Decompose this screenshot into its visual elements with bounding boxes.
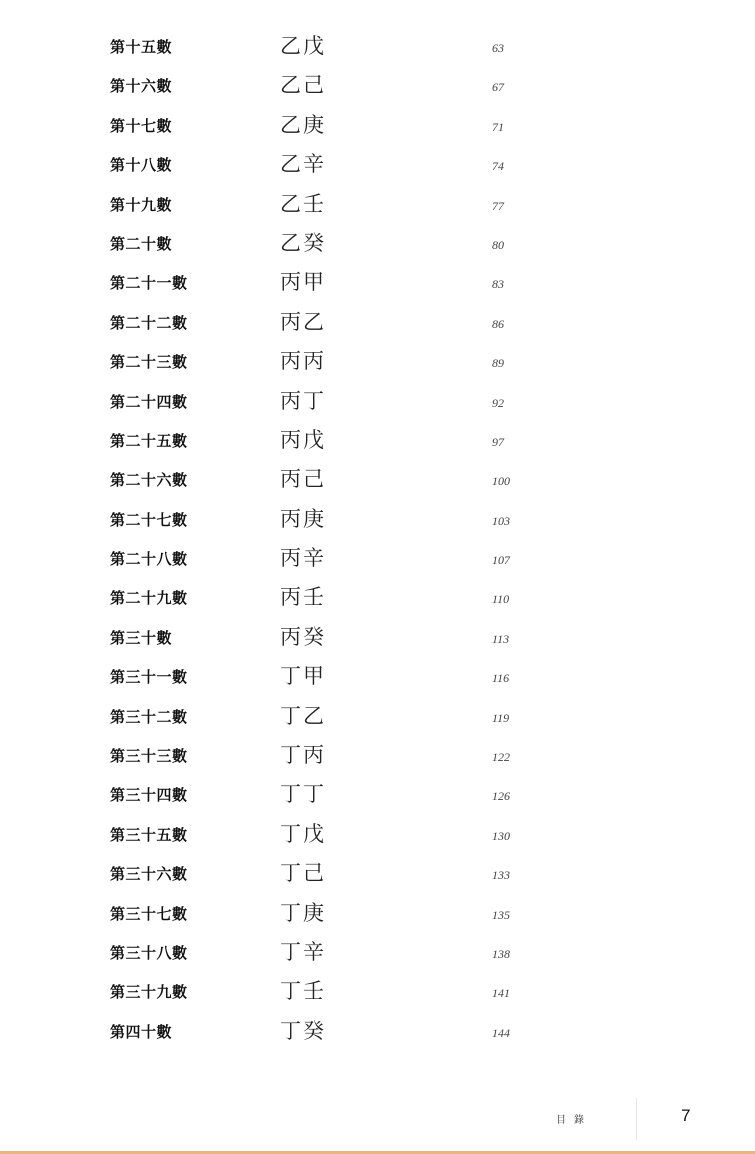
chapter-title: 第三十一數 <box>110 668 188 687</box>
stem-pair: 丁丁 <box>280 782 326 807</box>
table-of-contents <box>0 28 755 1052</box>
stem-pair: 丙甲 <box>280 270 326 295</box>
chapter-title: 第三十三數 <box>110 747 188 766</box>
stem-pair: 丙己 <box>280 467 326 492</box>
toc-entry[interactable] <box>0 540 755 579</box>
chapter-title: 第二十一數 <box>110 274 188 293</box>
chapter-title: 第十七數 <box>110 116 173 135</box>
stem-pair: 丙癸 <box>280 624 326 649</box>
page-number: 135 <box>492 907 510 922</box>
page-number: 83 <box>492 277 504 292</box>
toc-entry[interactable] <box>0 1013 755 1052</box>
toc-entry[interactable] <box>0 619 755 658</box>
page-number: 119 <box>492 710 510 725</box>
toc-entry[interactable] <box>0 816 755 855</box>
toc-entry[interactable] <box>0 776 755 815</box>
stem-pair: 丁辛 <box>280 939 326 964</box>
toc-entry[interactable] <box>0 579 755 618</box>
toc-entry[interactable] <box>0 934 755 973</box>
stem-pair: 丁癸 <box>280 1018 326 1043</box>
toc-entry[interactable] <box>0 973 755 1012</box>
chapter-title: 第三十六數 <box>110 865 188 884</box>
stem-pair: 丙壬 <box>280 585 326 610</box>
chapter-title: 第十五數 <box>110 38 173 56</box>
footer-divider <box>636 1098 637 1140</box>
page-number: 138 <box>492 946 510 961</box>
page-number: 110 <box>492 592 510 607</box>
toc-entry[interactable] <box>0 304 755 343</box>
page-number: 122 <box>492 750 510 765</box>
chapter-title: 第十六數 <box>110 77 173 96</box>
toc-entry[interactable] <box>0 67 755 106</box>
page-number: 100 <box>492 474 510 489</box>
page-number: 113 <box>492 631 510 646</box>
stem-pair: 丁丙 <box>280 743 326 768</box>
stem-pair: 丁甲 <box>280 664 326 689</box>
chapter-title: 第三十五數 <box>110 825 188 844</box>
stem-pair: 丙庚 <box>280 506 326 531</box>
stem-pair: 丙丁 <box>280 388 326 413</box>
running-footer-section: 目錄 <box>556 1115 592 1126</box>
page-number: 141 <box>492 986 510 1001</box>
chapter-title: 第三十數 <box>110 628 173 647</box>
stem-pair: 丁壬 <box>280 979 326 1004</box>
stem-pair: 乙壬 <box>280 191 326 216</box>
toc-entry[interactable] <box>0 895 755 934</box>
page-number: 133 <box>492 868 510 883</box>
chapter-title: 第二十二數 <box>110 313 188 332</box>
toc-entry[interactable] <box>0 107 755 146</box>
stem-pair: 乙己 <box>280 73 326 98</box>
toc-entry[interactable] <box>0 186 755 225</box>
page-number: 116 <box>492 671 510 686</box>
page-number: 77 <box>492 198 504 213</box>
chapter-title: 第二十七數 <box>110 510 188 529</box>
chapter-title: 第三十二數 <box>110 707 188 726</box>
page-number: 67 <box>492 80 504 95</box>
toc-entry[interactable] <box>0 658 755 697</box>
stem-pair: 丁己 <box>280 861 326 886</box>
stem-pair: 丁庚 <box>280 900 326 925</box>
stem-pair: 丙乙 <box>280 309 326 334</box>
page-number: 63 <box>492 41 504 55</box>
chapter-title: 第二十四數 <box>110 392 188 411</box>
stem-pair: 丁乙 <box>280 703 326 728</box>
chapter-title: 第二十九數 <box>110 589 188 608</box>
stem-pair: 丁戊 <box>280 821 326 846</box>
page-number: 86 <box>492 316 504 331</box>
chapter-title: 第十九數 <box>110 195 173 214</box>
stem-pair: 丙丙 <box>280 349 326 374</box>
toc-entry[interactable] <box>0 343 755 382</box>
page-number: 92 <box>492 395 504 410</box>
chapter-title: 第三十八數 <box>110 943 188 962</box>
chapter-title: 第二十六數 <box>110 471 188 490</box>
footer-page-number: 7 <box>681 1106 691 1125</box>
stem-pair: 乙辛 <box>280 152 326 177</box>
page-number: 71 <box>492 119 504 134</box>
toc-entry[interactable] <box>0 422 755 461</box>
page-number: 80 <box>492 237 504 252</box>
page-number: 130 <box>492 828 510 843</box>
toc-entry[interactable] <box>0 501 755 540</box>
page-number: 74 <box>492 159 504 174</box>
chapter-title: 第十八數 <box>110 156 173 175</box>
page-number: 144 <box>492 1025 510 1040</box>
chapter-title: 第四十數 <box>110 1022 173 1041</box>
toc-entry[interactable] <box>0 146 755 185</box>
page-number: 89 <box>492 356 504 371</box>
chapter-title: 第三十九數 <box>110 983 188 1002</box>
page-number: 103 <box>492 513 510 528</box>
toc-entry[interactable] <box>0 28 755 67</box>
chapter-title: 第二十數 <box>110 234 173 253</box>
chapter-title: 第二十三數 <box>110 353 188 372</box>
toc-entry[interactable] <box>0 461 755 500</box>
chapter-title: 第二十五數 <box>110 431 188 450</box>
stem-pair: 丙辛 <box>280 546 326 571</box>
page-number: 107 <box>492 553 510 568</box>
toc-entry[interactable] <box>0 698 755 737</box>
stem-pair: 乙庚 <box>280 112 326 137</box>
stem-pair: 乙癸 <box>280 230 326 255</box>
page-number: 126 <box>492 789 510 804</box>
chapter-title: 第二十八數 <box>110 550 188 569</box>
toc-entry[interactable] <box>0 383 755 422</box>
chapter-title: 第三十四數 <box>110 786 188 805</box>
toc-entry[interactable] <box>0 737 755 776</box>
toc-entry[interactable] <box>0 264 755 303</box>
stem-pair: 乙戊 <box>280 34 326 58</box>
page-number: 97 <box>492 434 504 449</box>
chapter-title: 第三十七數 <box>110 904 188 923</box>
stem-pair: 丙戊 <box>280 427 326 452</box>
toc-entry[interactable] <box>0 225 755 264</box>
toc-entry[interactable] <box>0 855 755 894</box>
